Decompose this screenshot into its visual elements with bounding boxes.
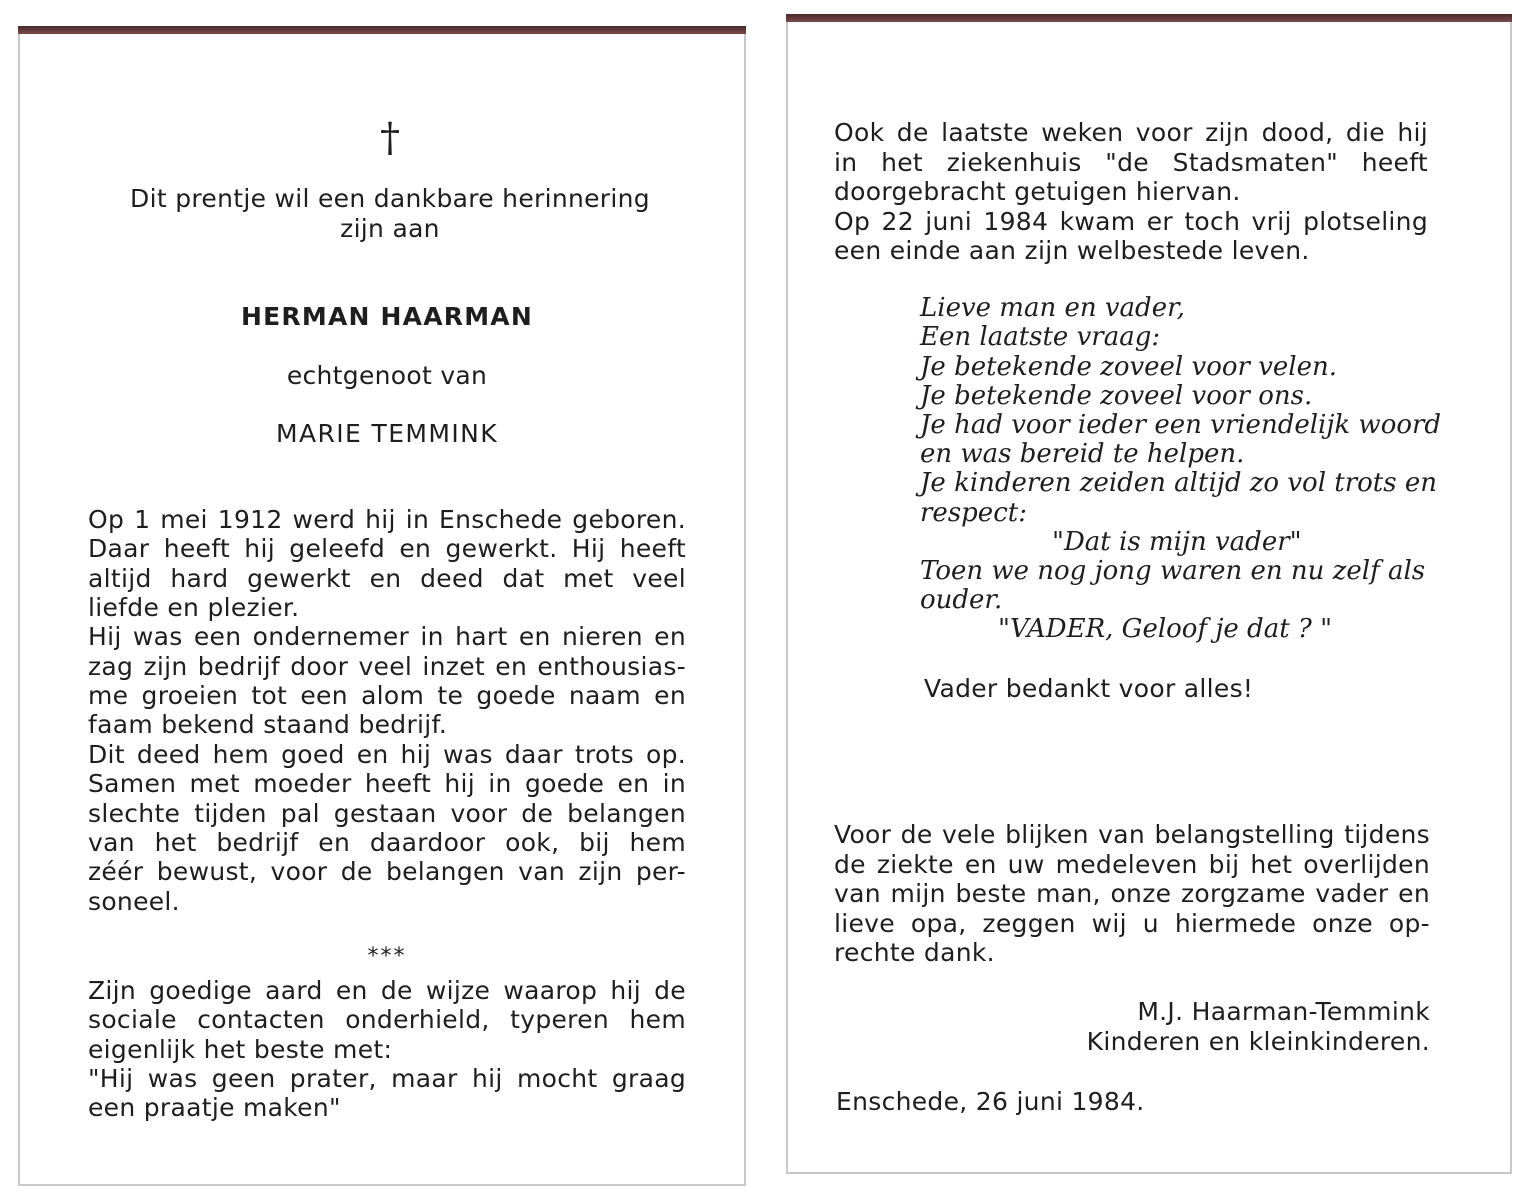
poem-line: Je had voor ieder een vriendelijk woord: [920, 410, 1442, 440]
poem-line: Je betekende zoveel voor ons.: [920, 381, 1313, 411]
left-p1-line: Daar heeft hij geleefd en gewerkt. Hij heeft: [88, 534, 686, 563]
right-p2-line: van mijn beste man, onze zorgzame vader en: [834, 879, 1430, 908]
right-p1-line: in het ziekenhuis "de Stadsmaten" heeft: [834, 148, 1428, 177]
place-date: Enschede, 26 juni 1984.: [836, 1087, 1145, 1116]
left-p2-line: eigenlijk het beste met:: [88, 1035, 393, 1064]
poem-line: ouder.: [920, 585, 1003, 615]
spouse-name: MARIE TEMMINK: [275, 419, 499, 448]
right-p2-line: lieve opa, zeggen wij u hiermede onze op-: [834, 909, 1430, 938]
left-p1-line: faam bekend staand bedrijf.: [88, 710, 448, 739]
left-p1-line: slechte tijden pal gestaan voor de belangen: [88, 799, 686, 828]
left-p1-line: Dit deed hem goed en hij was daar trots op.: [88, 740, 686, 769]
poem-line: Lieve man en vader,: [920, 293, 1185, 323]
left-p2-line: sociale contacten onderhield, typeren hem: [88, 1005, 686, 1034]
poem-line: Een laatste vraag:: [920, 322, 1161, 352]
left-p1-line: Hij was een ondernemer in hart en nieren en: [88, 622, 686, 651]
right-p2-line: rechte dank.: [834, 938, 995, 967]
right-p1-line: Ook de laatste weken voor zijn dood, die hij: [834, 118, 1428, 147]
left-p1-line: zag zijn bedrijf door veel inzet en enthousias-: [88, 652, 686, 681]
poem-line: Toen we nog jong waren en nu zelf als: [920, 556, 1426, 586]
left-p1-line: Op 1 mei 1912 werd hij in Enschede geboren.: [88, 505, 686, 534]
poem-line: Je kinderen zeiden altijd zo vol trots en: [920, 468, 1437, 498]
right-p2-line: Voor de vele blijken van belangstelling tijdens: [834, 820, 1430, 849]
signature-line: Kinderen en kleinkinderen.: [1086, 1027, 1430, 1056]
left-p1-line: zéér bewust, voor de belangen van zijn per-: [88, 857, 686, 886]
thanks-line: Vader bedankt voor alles!: [924, 674, 1254, 703]
left-p1-line: soneel.: [88, 887, 180, 916]
left-p1-line: me groeien tot een alom te goede naam en: [88, 681, 686, 710]
cross-icon: †: [380, 115, 400, 161]
right-p1-line: Op 22 juni 1984 kwam er toch vrij plotseling: [834, 207, 1428, 236]
right-p1-line: een einde aan zijn welbestede leven.: [834, 236, 1310, 265]
separator-stars: ***: [367, 944, 407, 969]
left-p2-line: Zijn goedige aard en de wijze waarop hij de: [88, 976, 686, 1005]
left-p2-line: "Hij was geen prater, maar hij mocht graag: [88, 1064, 686, 1093]
left-p1-line: liefde en plezier.: [88, 593, 300, 622]
right-p1-line: doorgebracht getuigen hiervan.: [834, 177, 1241, 206]
left-p2-line: een praatje maken": [88, 1093, 341, 1122]
right-p2-line: de ziekte en uw medeleven bij het overlijden: [834, 850, 1430, 879]
intro-line-1: Dit prentje wil een dankbare herinnering: [130, 184, 650, 213]
intro-line-2: zijn aan: [340, 214, 440, 243]
left-p1-line: Samen met moeder heeft hij in goede en in: [88, 769, 686, 798]
relation-text: echtgenoot van: [286, 361, 488, 390]
deceased-name: HERMAN HAARMAN: [241, 302, 533, 331]
left-p1-line: van het bedrijf en daardoor ook, bij hem: [88, 828, 686, 857]
signature-line: M.J. Haarman-Temmink: [1137, 997, 1430, 1026]
poem-line: respect:: [920, 498, 1027, 528]
poem-line: en was bereid te helpen.: [920, 439, 1245, 469]
left-p1-line: altijd hard gewerkt en deed dat met veel: [88, 564, 686, 593]
poem-line: Je betekende zoveel voor velen.: [920, 352, 1337, 382]
poem-line: "Dat is mijn vader": [1052, 527, 1302, 557]
poem-line: "VADER, Geloof je dat ? ": [998, 614, 1333, 644]
